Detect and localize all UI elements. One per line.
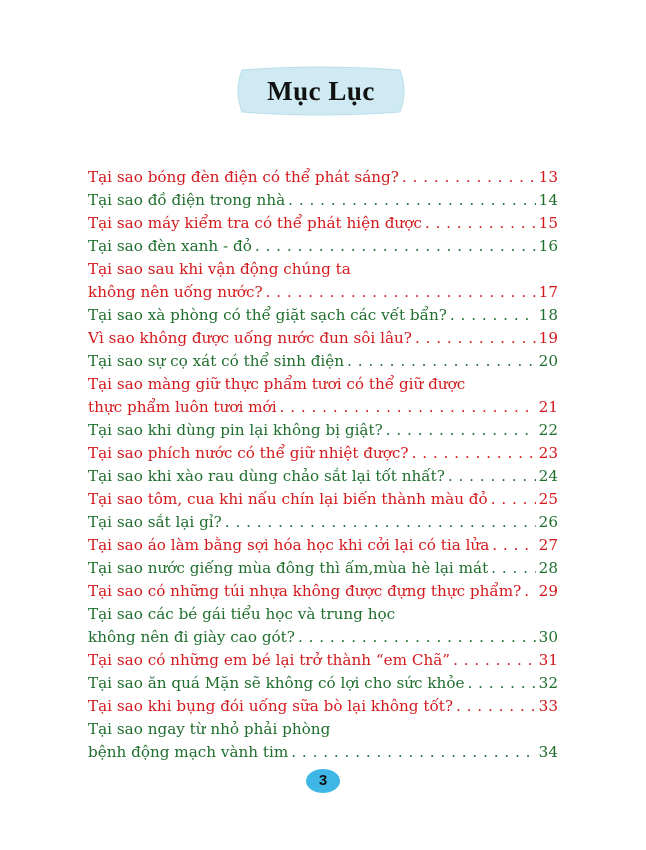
table-of-contents — [88, 168, 558, 766]
dot-leader — [448, 467, 536, 485]
toc-entry[interactable] — [88, 329, 558, 352]
toc-entry[interactable] — [88, 651, 558, 674]
toc-entry-line — [88, 536, 558, 559]
toc-entry-title: Tại sao nước giếng mùa đông thì ấm,mùa hè lại mát — [88, 559, 489, 577]
toc-entry-line — [88, 444, 558, 467]
toc-entry-line — [88, 329, 558, 352]
toc-entry-line — [88, 283, 558, 306]
toc-entry-title: Tại sao khi bụng đói uống sữa bò lại không tốt? — [88, 697, 453, 715]
dot-leader — [491, 559, 536, 577]
toc-entry[interactable] — [88, 720, 558, 766]
toc-entry-page: 20 — [538, 352, 558, 370]
toc-entry[interactable] — [88, 191, 558, 214]
toc-entry-line — [88, 674, 558, 697]
toc-entry[interactable] — [88, 375, 558, 421]
toc-entry[interactable] — [88, 421, 558, 444]
toc-entry-page: 14 — [538, 191, 558, 209]
toc-entry-title: Tại sao tôm, cua khi nấu chín lại biến thành màu đỏ — [88, 490, 488, 508]
toc-entry[interactable] — [88, 582, 558, 605]
toc-entry-title: Tại sao các bé gái tiểu học và trung học — [88, 605, 396, 623]
dot-leader — [266, 283, 536, 301]
dot-leader — [288, 191, 536, 209]
toc-entry-title: Tại sao máy kiểm tra có thể phát hiện được — [88, 214, 422, 232]
toc-entry-line — [88, 191, 558, 214]
toc-entry-page: 31 — [538, 651, 558, 669]
toc-entry-title: Tại sao đồ điện trong nhà — [88, 191, 286, 209]
dot-leader — [425, 214, 536, 232]
toc-entry[interactable] — [88, 605, 558, 651]
toc-entry-page: 13 — [538, 168, 558, 186]
toc-entry-line — [88, 260, 558, 283]
dot-leader — [386, 421, 536, 439]
toc-entry-line — [88, 697, 558, 720]
dot-leader — [415, 329, 536, 347]
dot-leader — [402, 168, 536, 186]
toc-entry-line — [88, 214, 558, 237]
toc-entry-title: Tại sao sau khi vận động chúng ta — [88, 260, 351, 278]
toc-entry-title: Tại sao có những em bé lại trở thành “em Chã” — [88, 651, 451, 669]
toc-entry-line — [88, 490, 558, 513]
toc-entry-line — [88, 421, 558, 444]
dot-leader — [347, 352, 536, 370]
dot-leader — [491, 490, 536, 508]
dot-leader — [412, 444, 536, 462]
dot-leader — [450, 306, 536, 324]
toc-entry-line — [88, 605, 558, 628]
title-banner — [236, 66, 406, 116]
toc-entry[interactable] — [88, 444, 558, 467]
toc-entry-page: 19 — [538, 329, 558, 347]
toc-entry-title: Vì sao không được uống nước đun sôi lâu? — [88, 329, 412, 347]
toc-entry-page: 32 — [538, 674, 558, 692]
toc-entry-line — [88, 237, 558, 260]
toc-entry-page: 27 — [538, 536, 558, 554]
toc-entry[interactable] — [88, 260, 558, 306]
toc-entry-line — [88, 559, 558, 582]
toc-entry[interactable] — [88, 168, 558, 191]
dot-leader — [255, 237, 536, 255]
toc-entry-title: không nên đi giày cao gót? — [88, 628, 295, 646]
toc-entry-title: Tại sao xà phòng có thể giặt sạch các vết bẩn? — [88, 306, 447, 324]
toc-entry[interactable] — [88, 214, 558, 237]
toc-entry-page: 34 — [538, 743, 558, 761]
toc-entry-page: 16 — [538, 237, 558, 255]
toc-entry-page: 22 — [538, 421, 558, 439]
toc-entry-page: 30 — [538, 628, 558, 646]
toc-entry[interactable] — [88, 536, 558, 559]
toc-entry-line — [88, 375, 558, 398]
toc-entry-title: Tại sao có những túi nhựa không được đựng thực phẩm? — [88, 582, 522, 600]
dot-leader — [467, 674, 535, 692]
toc-entry-line — [88, 306, 558, 329]
toc-entry-title: Tại sao áo làm bằng sợi hóa học khi cởi lại có tia lửa — [88, 536, 490, 554]
dot-leader — [280, 398, 536, 416]
toc-entry-line — [88, 352, 558, 375]
toc-entry-page: 25 — [538, 490, 558, 508]
toc-entry-title: Tại sao khi dùng pin lại không bị giật? — [88, 421, 383, 439]
toc-entry-line — [88, 651, 558, 674]
toc-entry-page: 15 — [538, 214, 558, 232]
toc-entry[interactable] — [88, 674, 558, 697]
toc-entry-line — [88, 582, 558, 605]
toc-entry-page: 26 — [538, 513, 558, 531]
toc-entry-line — [88, 398, 558, 421]
toc-entry-title: Tại sao đèn xanh - đỏ — [88, 237, 252, 255]
toc-entry[interactable] — [88, 237, 558, 260]
toc-entry[interactable] — [88, 513, 558, 536]
toc-entry-page: 18 — [538, 306, 558, 324]
dot-leader — [456, 697, 536, 715]
dot-leader — [298, 628, 536, 646]
toc-entry-line — [88, 467, 558, 490]
toc-entry-line — [88, 168, 558, 191]
toc-entry[interactable] — [88, 697, 558, 720]
toc-entry-page: 21 — [538, 398, 558, 416]
dot-leader — [225, 513, 536, 531]
toc-entry-title: bệnh động mạch vành tim — [88, 743, 289, 761]
toc-entry-page: 24 — [538, 467, 558, 485]
toc-entry-page: 28 — [538, 559, 558, 577]
toc-entry-title: Tại sao bóng đèn điện có thể phát sáng? — [88, 168, 399, 186]
toc-entry[interactable] — [88, 306, 558, 329]
page-number: 3 — [318, 772, 328, 789]
toc-entry-line — [88, 513, 558, 536]
toc-entry-page: 33 — [538, 697, 558, 715]
toc-entry-title: Tại sao sự cọ xát có thể sinh điện — [88, 352, 345, 370]
toc-entry-page: 29 — [538, 582, 558, 600]
toc-entry[interactable] — [88, 467, 558, 490]
toc-entry[interactable] — [88, 490, 558, 513]
dot-leader — [291, 743, 535, 761]
toc-entry-page: 17 — [538, 283, 558, 301]
toc-entry-title: Tại sao ăn quá Mặn sẽ không có lợi cho sức khỏe — [88, 674, 465, 692]
toc-entry-title: không nên uống nước? — [88, 283, 263, 301]
toc-entry-page: 23 — [538, 444, 558, 462]
dot-leader — [453, 651, 536, 669]
toc-entry[interactable] — [88, 352, 558, 375]
dot-leader — [492, 536, 535, 554]
toc-entry-title: Tại sao khi xào rau dùng chảo sắt lại tốt nhất? — [88, 467, 445, 485]
toc-entry-line — [88, 720, 558, 743]
toc-entry-line — [88, 743, 558, 766]
toc-entry-line — [88, 628, 558, 651]
toc-entry-title: thực phẩm luôn tươi mới — [88, 398, 277, 416]
page-title: Mục Lục — [267, 76, 375, 106]
toc-entry-title: Tại sao phích nước có thể giữ nhiệt được? — [88, 444, 409, 462]
toc-entry[interactable] — [88, 559, 558, 582]
page-number-badge — [303, 766, 343, 796]
toc-entry-title: Tại sao ngay từ nhỏ phải phòng — [88, 720, 331, 738]
dot-leader — [524, 582, 535, 600]
toc-entry-title: Tại sao sắt lại gỉ? — [88, 513, 222, 531]
toc-entry-title: Tại sao màng giữ thực phẩm tươi có thể giữ được — [88, 375, 466, 393]
